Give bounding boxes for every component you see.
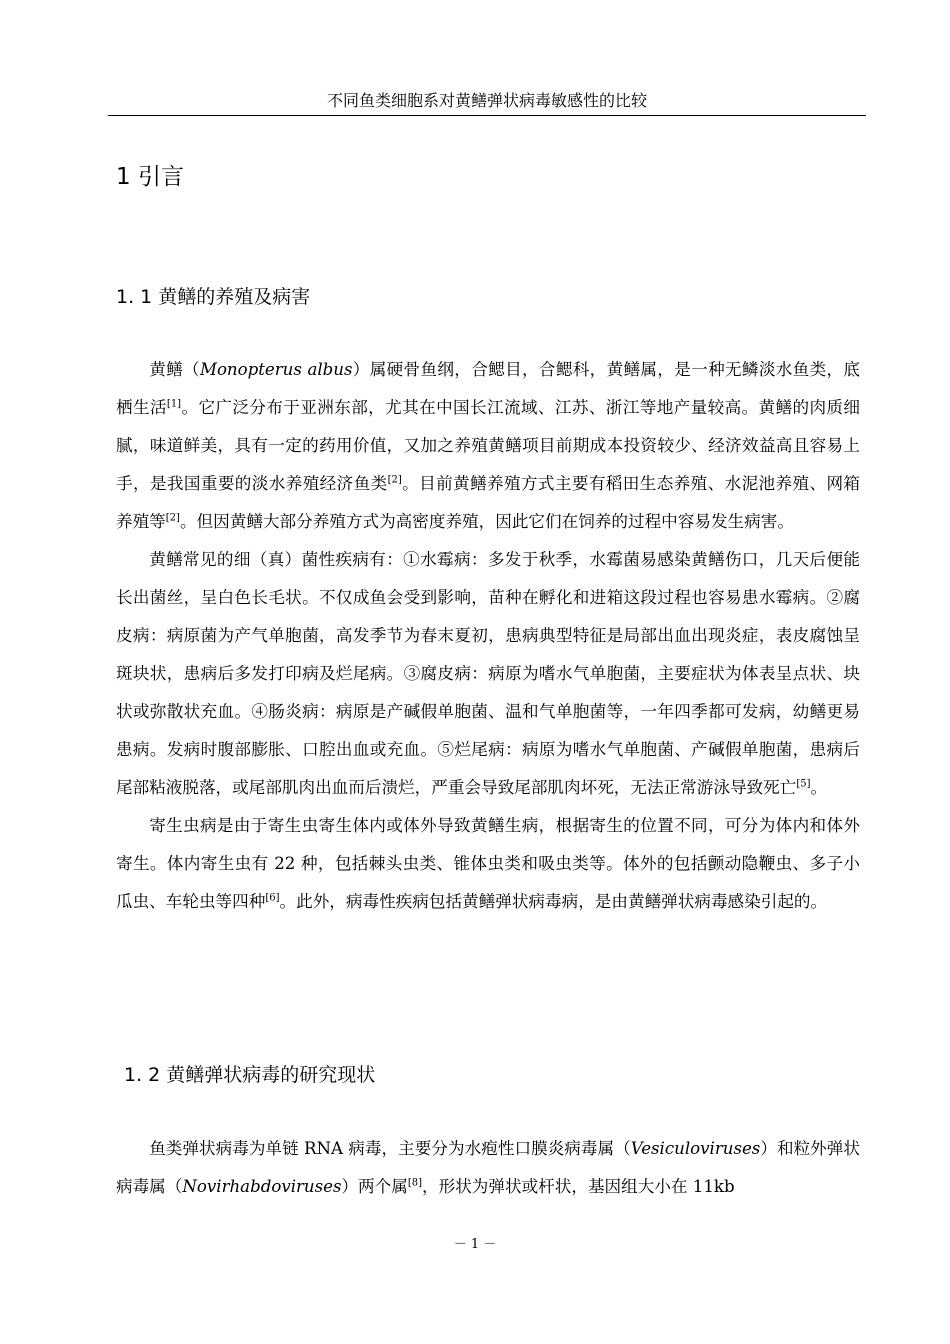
text-run: 寄生虫病是由于寄生虫寄生体内或体外导致黄鳝生病，根据寄生的位置不同，可分为体内和体外寄生。体内寄生虫有 22 种，包括棘头虫类、锥体虫类和吸虫类等。体外的包括颤动隐鞭虫、多子小瓜虫、车轮虫等四种 — [116, 816, 860, 911]
text-run: ）属硬骨鱼纲，合鳃目，合鳃科，黄鳝属，是一种无鳞淡水鱼类，底栖生活 — [116, 360, 861, 417]
text-run: 黄鳝（ — [149, 360, 200, 379]
species-name: Monopterus albus — [199, 360, 353, 379]
section-heading-1-2: 1. 2 黄鳝弹状病毒的研究现状 — [124, 1064, 376, 1086]
paragraph-3 — [116, 807, 860, 921]
paragraph-2 — [116, 541, 860, 807]
text-run: ，形状为弹状或杆状，基因组大小在 11kb — [422, 1177, 735, 1196]
citation-ref: [5] — [796, 778, 811, 790]
page-number: － 1 － — [453, 1237, 497, 1252]
citation-ref: [1] — [166, 398, 182, 410]
text-run: 。但因黄鳝大部分养殖方式为高密度养殖，因此它们在饲养的过程中容易发生病害。 — [179, 512, 794, 531]
citation-ref: [8] — [407, 1177, 423, 1189]
running-header — [108, 90, 866, 116]
text-run: 鱼类弹状病毒为单链 RNA 病毒，主要分为水疱性口膜炎病毒属（ — [149, 1139, 631, 1158]
text-run: 。目前黄鳝养殖方式主要有稻田生态养殖、水泥池养殖、网箱养殖等 — [116, 474, 861, 531]
genus-name: Vesiculoviruses — [630, 1139, 761, 1158]
genus-name: Novirhabdoviruses — [182, 1177, 342, 1196]
section-1-1-body — [116, 351, 860, 921]
running-header-title: 不同鱼类细胞系对黄鳝弹状病毒敏感性的比较 — [326, 91, 647, 110]
citation-ref: [6] — [265, 892, 280, 904]
text-run: ）和粒外弹状病毒属（ — [116, 1139, 861, 1196]
paragraph-1 — [116, 351, 860, 541]
text-run: 。它广泛分布于亚洲东部，尤其在中国长江流域、江苏、浙江等地产量较高。黄鳝的肉质细腻，味道鲜美，具有一定的药用价值，又加之养殖黄鳝项目前期成本投资较少、经济效益高且容易上手，是我国重要的淡水养殖经济鱼类 — [116, 398, 861, 493]
text-run: 黄鳝常见的细（真）菌性疾病有：①水霉病：多发于秋季，水霉菌易感染黄鳝伤口，几天后便能长出菌丝，呈白色长毛状。不仅成鱼会受到影响，苗种在孵化和进箱这段过程也容易患水霉病。②腐皮病：病原菌为产气单胞菌，高发季节为春末夏初，患病典型特征是局部出血出现炎症，表皮腐蚀呈斑块状，患病后多发打印病及烂尾病。③腐皮病：病原为嗜水气单胞菌，主要症状为体表呈点状、块状或弥散状充血。④肠炎病：病原是产碱假单胞菌、温和气单胞菌等，一年四季都可发病，幼鳝更易患病。发病时腹部膨胀、口腔出血或充血。⑤烂尾病：病原为嗜水气单胞菌、产碱假单胞菌，患病后尾部粘液脱落，或尾部肌肉出血而后溃烂，严重会导致尾部肌肉坏死，无法正常游泳导致死亡 — [116, 550, 860, 797]
chapter-heading: 1 引言 — [116, 164, 184, 190]
text-run: ）两个属 — [341, 1177, 408, 1196]
citation-ref: [2] — [165, 512, 180, 524]
text-run: 。 — [810, 778, 828, 797]
citation-ref: [2] — [387, 474, 402, 486]
section-1-2-body — [116, 1130, 860, 1206]
paragraph-4 — [116, 1130, 860, 1206]
text-run: 。此外，病毒性疾病包括黄鳝弹状病毒病，是由黄鳝弹状病毒感染引起的。 — [279, 892, 828, 911]
section-heading-1-1: 1. 1 黄鳝的养殖及病害 — [116, 286, 311, 308]
